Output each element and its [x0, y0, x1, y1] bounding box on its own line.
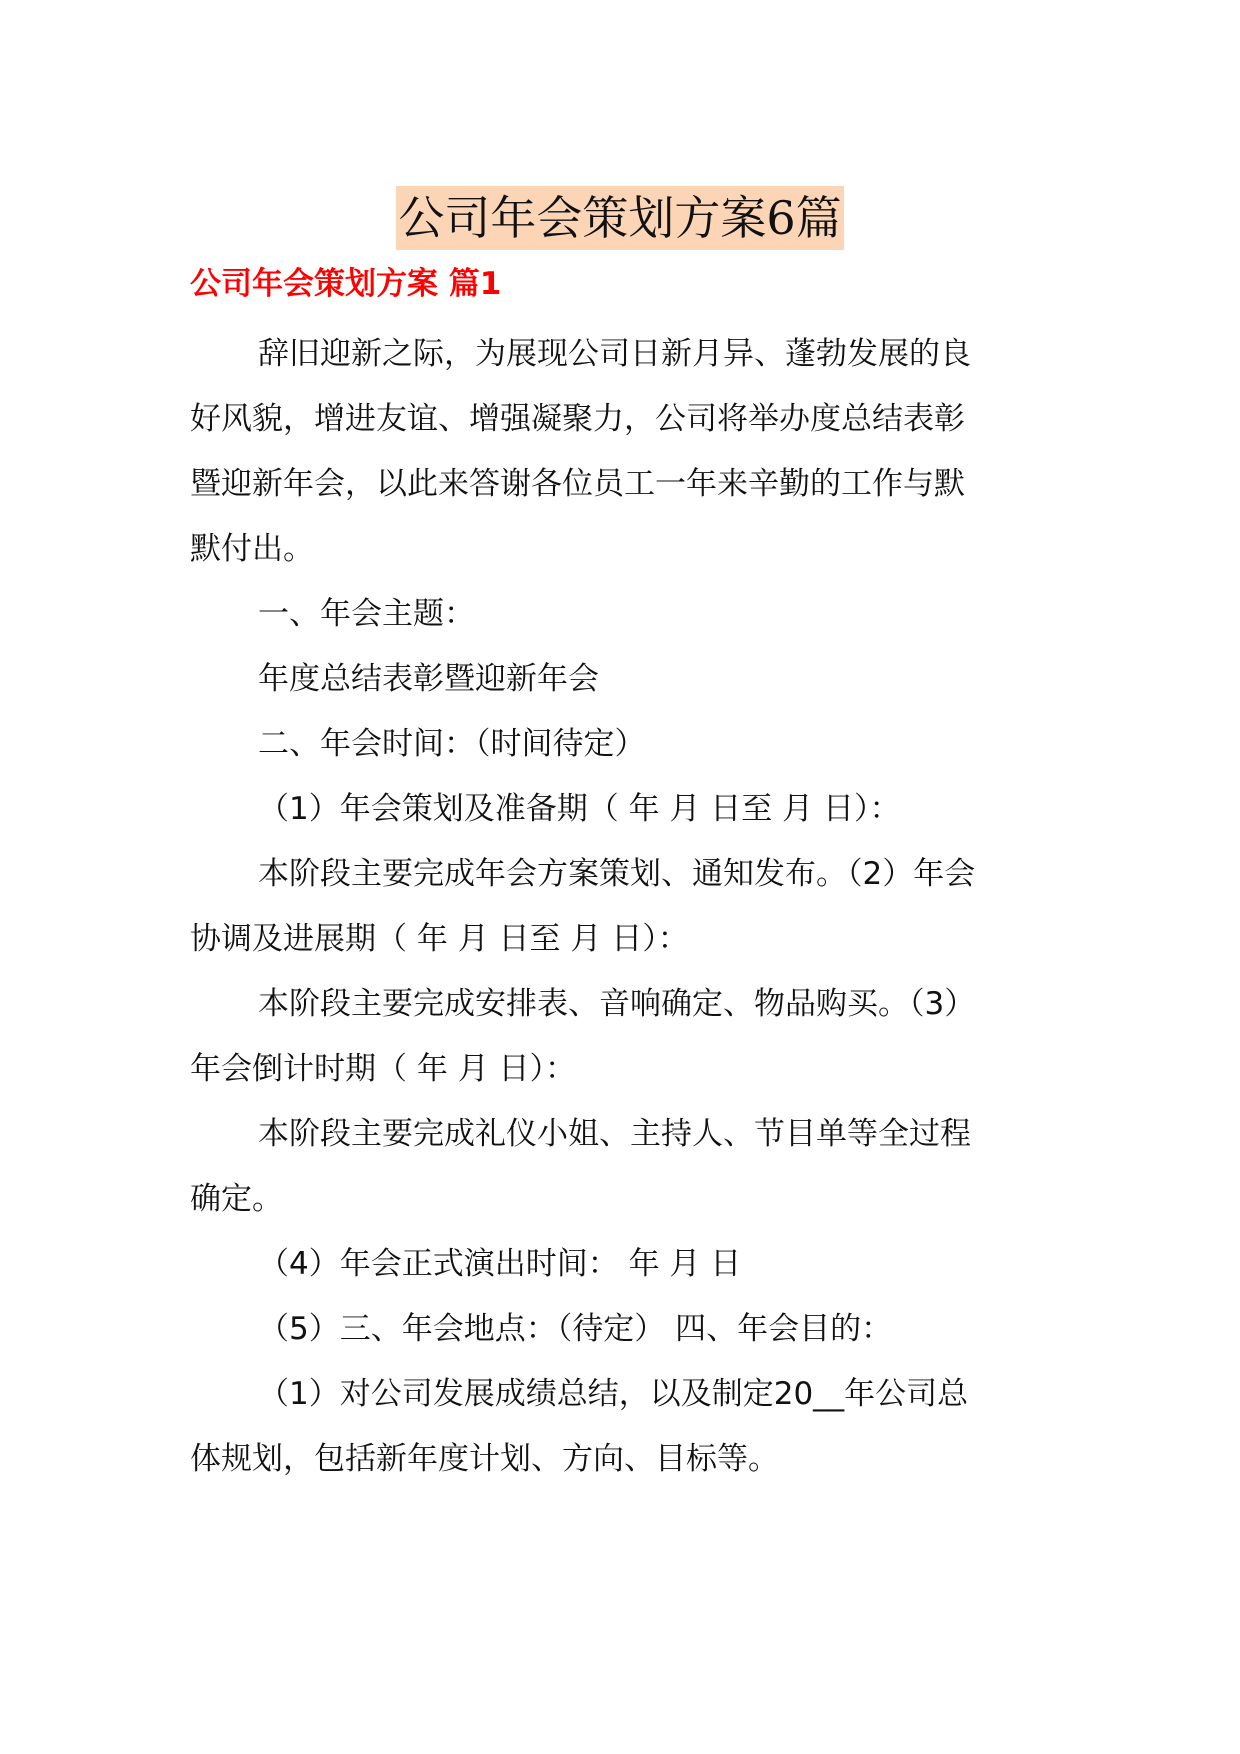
paragraph-line: （1）对公司发展成绩总结，以及制定20__年公司总: [258, 1376, 969, 1412]
paragraph: [190, 1297, 1070, 1362]
paragraph-line: 本阶段主要完成年会方案策划、通知发布。（2）年会: [258, 856, 976, 892]
document-title-text: 公司年会策划方案6篇: [396, 186, 843, 250]
paragraph: [190, 582, 1070, 647]
paragraph-line: 确定。: [190, 1181, 283, 1217]
document-title: [0, 186, 1240, 250]
paragraph-line: 辞旧迎新之际，为展现公司日新月异、蓬勃发展的良: [258, 336, 971, 372]
paragraph-line: 协调及进展期（ 年 月 日至 月 日）：: [190, 921, 689, 957]
paragraph: [190, 322, 1070, 582]
paragraph-line: 一、年会主题：: [258, 596, 475, 632]
paragraph-line: 暨迎新年会，以此来答谢各位员工一年来辛勤的工作与默: [190, 466, 965, 502]
paragraph: [190, 647, 1070, 712]
paragraph-line: 本阶段主要完成安排表、音响确定、物品购买。（3）: [258, 986, 976, 1022]
paragraph: [190, 972, 1070, 1102]
paragraph-line: 好风貌，增进友谊、增强凝聚力，公司将举办度总结表彰: [190, 401, 965, 437]
paragraph: [190, 1232, 1070, 1297]
section-heading: 公司年会策划方案 篇1: [190, 266, 502, 302]
paragraph: [190, 712, 1070, 777]
paragraph-line: 年会倒计时期（ 年 月 日）：: [190, 1051, 577, 1087]
paragraph: [190, 842, 1070, 972]
paragraph: [190, 1362, 1070, 1492]
paragraph-line: （4）年会正式演出时间： 年 月 日: [258, 1246, 742, 1282]
paragraph: [190, 777, 1070, 842]
paragraph: [190, 1102, 1070, 1232]
paragraph-line: 年度总结表彰暨迎新年会: [258, 661, 599, 697]
paragraph-line: 默付出。: [190, 531, 314, 567]
paragraph-line: （5）三、年会地点：（待定） 四、年会目的：: [258, 1311, 893, 1347]
body-text: [190, 322, 1070, 1492]
paragraph-line: （1）年会策划及准备期（ 年 月 日至 月 日）：: [258, 791, 901, 827]
paragraph-line: 本阶段主要完成礼仪小姐、主持人、节目单等全过程: [258, 1116, 971, 1152]
paragraph-line: 体规划，包括新年度计划、方向、目标等。: [190, 1441, 779, 1477]
paragraph-line: 二、年会时间：（时间待定）: [258, 726, 646, 762]
